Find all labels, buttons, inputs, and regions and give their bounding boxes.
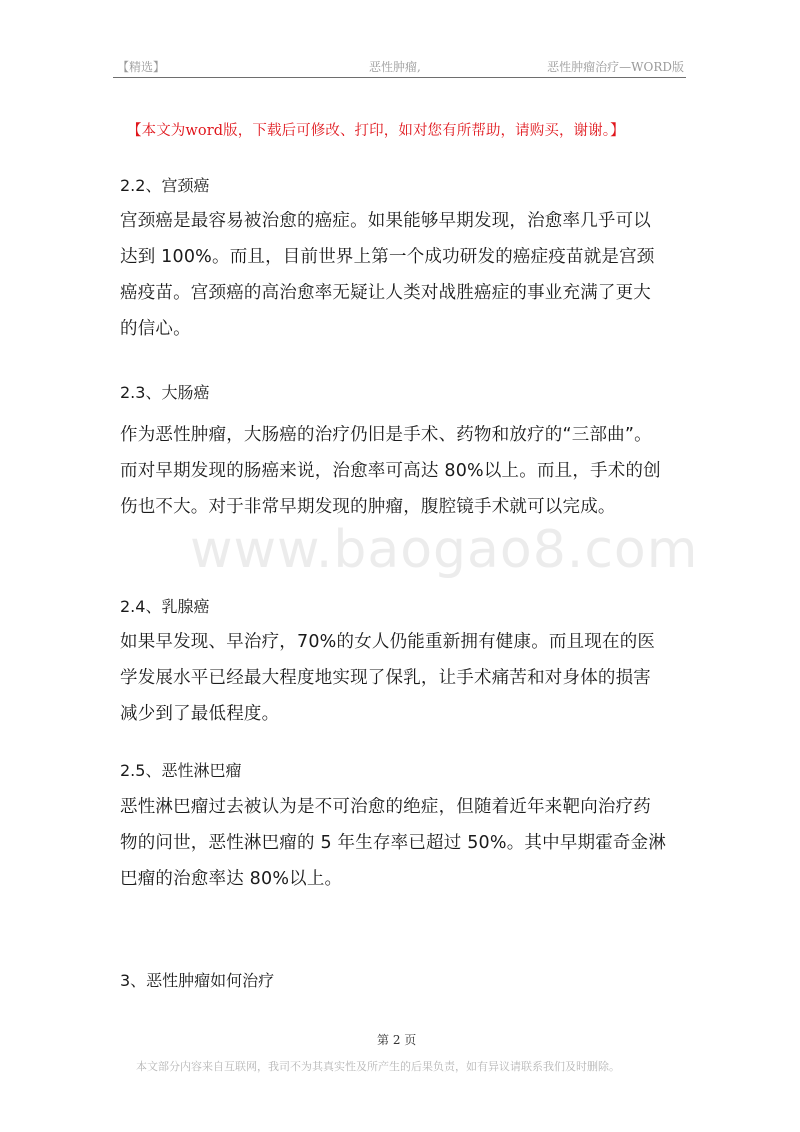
body-line: 学发展水平已经最大程度地实现了保乳，让手术痛苦和对身体的损害	[120, 668, 651, 688]
body-line: 减少到了最低程度。	[120, 704, 280, 724]
footer-disclaimer: 本文部分内容来自互联网，我司不为其真实性及所产生的后果负责，如有异议请联系我们及时删除。	[136, 1060, 620, 1073]
header-right-text: 恶性肿瘤治疗—WORD版	[547, 60, 684, 74]
watermark-text: www.baogao8.com	[190, 520, 699, 580]
body-line: 物的问世，恶性淋巴瘤的 5 年生存率已超过 50%。其中早期霍奇金淋	[120, 833, 667, 853]
body-line: 恶性淋巴瘤过去被认为是不可治愈的绝症，但随着近年来靶向治疗药	[120, 797, 651, 817]
body-line: 达到 100%。而且，目前世界上第一个成功研发的癌症疫苗就是宫颈	[120, 247, 655, 267]
body-line: 的信心。	[120, 319, 191, 339]
section-body-cervical-cancer	[120, 203, 695, 347]
page-header	[113, 58, 686, 74]
section-body-colorectal-cancer	[120, 417, 695, 525]
section-heading-breast-cancer: 2.4、乳腺癌	[120, 597, 210, 616]
body-line: 作为恶性肿瘤，大肠癌的治疗仍旧是手术、药物和放疗的“三部曲”。	[120, 425, 652, 445]
header-left-text: 【精选】	[117, 60, 166, 74]
header-divider	[113, 77, 686, 78]
section-heading-lymphoma: 2.5、恶性淋巴瘤	[120, 761, 242, 780]
download-notice: 【本文为word版，下载后可修改、打印，如对您有所帮助，请购买，谢谢。】	[127, 123, 625, 139]
header-center-text: 恶性肿瘤,	[369, 60, 421, 74]
section-heading-treatment: 3、恶性肿瘤如何治疗	[120, 971, 275, 990]
body-line: 宫颈癌是最容易被治愈的癌症。如果能够早期发现，治愈率几乎可以	[120, 211, 651, 231]
body-line: 而对早期发现的肠癌来说，治愈率可高达 80%以上。而且，手术的创	[120, 461, 661, 481]
section-heading-colorectal-cancer: 2.3、大肠癌	[120, 383, 210, 402]
section-body-breast-cancer	[120, 624, 695, 732]
body-line: 伤也不大。对于非常早期发现的肿瘤，腹腔镜手术就可以完成。	[120, 497, 616, 517]
body-line: 癌疫苗。宫颈癌的高治愈率无疑让人类对战胜癌症的事业充满了更大	[120, 283, 651, 303]
body-line: 巴瘤的治愈率达 80%以上。	[120, 869, 343, 889]
section-body-lymphoma	[120, 789, 695, 897]
page-number: 第 2 页	[377, 1033, 417, 1047]
section-heading-cervical-cancer: 2.2、宫颈癌	[120, 176, 210, 195]
body-line: 如果早发现、早治疗，70%的女人仍能重新拥有健康。而且现在的医	[120, 632, 656, 652]
